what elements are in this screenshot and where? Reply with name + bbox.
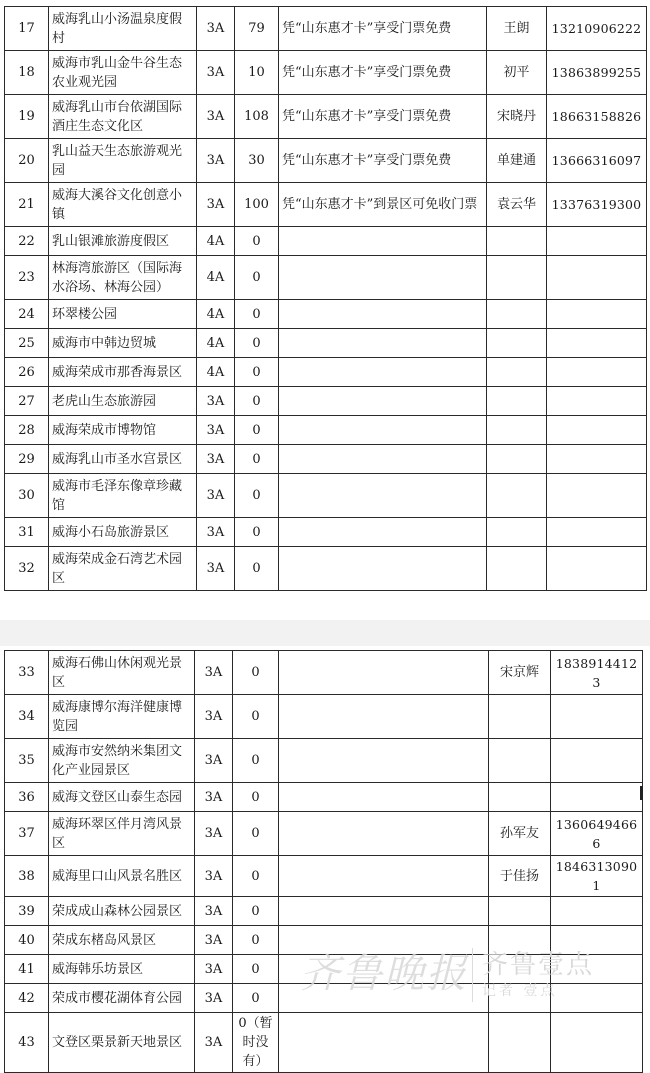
scenic-spot-table-bottom <box>4 650 643 1073</box>
contact-person-cell <box>487 256 547 300</box>
watermark-sub-text: 记者 壹点 <box>482 983 558 999</box>
benefit-note-cell <box>279 783 489 812</box>
table-row <box>5 387 647 416</box>
contact-person-cell: 宋京辉 <box>489 651 551 695</box>
phone-number-cell <box>551 783 643 812</box>
scenic-name-cell: 威海小石岛旅游景区 <box>49 518 197 547</box>
phone-number-cell <box>551 695 643 739</box>
rating-level-cell: 3A <box>197 139 235 183</box>
row-number-cell: 34 <box>5 695 49 739</box>
table-row <box>5 300 647 329</box>
page-break <box>0 620 650 646</box>
quantity-cell: 0 <box>235 445 279 474</box>
table-row <box>5 1013 643 1073</box>
phone-number-cell <box>551 984 643 1013</box>
quantity-cell: 0 <box>233 897 279 926</box>
rating-level-cell: 4A <box>197 227 235 256</box>
scenic-name-cell: 威海市安然纳米集团文化产业园景区 <box>49 739 195 783</box>
table-row <box>5 984 643 1013</box>
phone-number-cell <box>547 227 647 256</box>
contact-person-cell <box>487 227 547 256</box>
quantity-cell: 0 <box>233 695 279 739</box>
rating-level-cell: 3A <box>197 474 235 518</box>
contact-person-cell <box>487 300 547 329</box>
benefit-note-cell <box>279 897 489 926</box>
benefit-note-cell <box>279 856 489 897</box>
table-body <box>5 651 643 1073</box>
phone-number-cell: 13863899255 <box>547 51 647 95</box>
table-row <box>5 139 647 183</box>
rating-level-cell: 3A <box>197 183 235 227</box>
rating-level-cell: 4A <box>197 329 235 358</box>
benefit-note-cell <box>279 984 489 1013</box>
scenic-name-cell: 威海乳山小汤温泉度假村 <box>49 7 197 51</box>
benefit-note-cell <box>279 812 489 856</box>
scenic-name-cell: 文登区栗景新天地景区 <box>49 1013 195 1073</box>
scenic-name-cell: 威海石佛山休闲观光景区 <box>49 651 195 695</box>
rating-level-cell: 3A <box>195 783 233 812</box>
table-row <box>5 783 643 812</box>
quantity-cell: 0 <box>233 812 279 856</box>
row-number-cell: 43 <box>5 1013 49 1073</box>
row-number-cell: 41 <box>5 955 49 984</box>
quantity-cell: 0（暂时没有） <box>233 1013 279 1073</box>
contact-person-cell <box>487 329 547 358</box>
phone-number-cell <box>547 445 647 474</box>
contact-person-cell <box>489 783 551 812</box>
scan-edge-mark <box>640 786 643 800</box>
quantity-cell: 108 <box>235 95 279 139</box>
row-number-cell: 21 <box>5 183 49 227</box>
benefit-note-cell <box>279 474 487 518</box>
scenic-name-cell: 威海康博尔海洋健康博览园 <box>49 695 195 739</box>
rating-level-cell: 4A <box>197 358 235 387</box>
benefit-note-cell <box>279 329 487 358</box>
table-row <box>5 739 643 783</box>
contact-person-cell <box>487 358 547 387</box>
rating-level-cell: 3A <box>197 387 235 416</box>
contact-person-cell <box>489 926 551 955</box>
phone-number-cell <box>547 416 647 445</box>
phone-number-cell <box>547 518 647 547</box>
table-row <box>5 897 643 926</box>
benefit-note-cell <box>279 547 487 591</box>
rating-level-cell: 3A <box>197 51 235 95</box>
phone-number-cell <box>547 474 647 518</box>
contact-person-cell <box>487 416 547 445</box>
rating-level-cell: 3A <box>195 651 233 695</box>
phone-number-cell <box>551 926 643 955</box>
table-row <box>5 358 647 387</box>
scenic-name-cell: 威海韩乐坊景区 <box>49 955 195 984</box>
row-number-cell: 37 <box>5 812 49 856</box>
rating-level-cell: 3A <box>197 7 235 51</box>
rating-level-cell: 3A <box>195 926 233 955</box>
row-number-cell: 27 <box>5 387 49 416</box>
rating-level-cell: 3A <box>195 695 233 739</box>
contact-person-cell <box>489 1013 551 1073</box>
benefit-note-cell <box>279 416 487 445</box>
table-row <box>5 856 643 897</box>
table-row <box>5 445 647 474</box>
table-body <box>5 7 647 591</box>
phone-number-cell <box>547 387 647 416</box>
scenic-name-cell: 威海荣成金石湾艺术园区 <box>49 547 197 591</box>
scenic-name-cell: 威海荣成市那香海景区 <box>49 358 197 387</box>
phone-number-cell <box>551 1013 643 1073</box>
table-row <box>5 95 647 139</box>
quantity-cell: 0 <box>235 300 279 329</box>
quantity-cell: 0 <box>235 547 279 591</box>
scenic-name-cell: 威海市中韩边贸城 <box>49 329 197 358</box>
contact-person-cell <box>487 445 547 474</box>
phone-number-cell: 13210906222 <box>547 7 647 51</box>
scenic-name-cell: 威海文登区山泰生态园 <box>49 783 195 812</box>
rating-level-cell: 3A <box>195 897 233 926</box>
benefit-note-cell: 凭“山东惠才卡”到景区可免收门票 <box>279 183 487 227</box>
row-number-cell: 42 <box>5 984 49 1013</box>
scenic-name-cell: 威海荣成市博物馆 <box>49 416 197 445</box>
quantity-cell: 0 <box>233 783 279 812</box>
benefit-note-cell <box>279 387 487 416</box>
contact-person-cell <box>487 547 547 591</box>
quantity-cell: 0 <box>235 416 279 445</box>
row-number-cell: 26 <box>5 358 49 387</box>
scenic-name-cell: 乳山益天生态旅游观光园 <box>49 139 197 183</box>
row-number-cell: 29 <box>5 445 49 474</box>
contact-person-cell: 单建通 <box>487 139 547 183</box>
rating-level-cell: 3A <box>195 739 233 783</box>
rating-level-cell: 4A <box>197 300 235 329</box>
row-number-cell: 24 <box>5 300 49 329</box>
phone-number-cell <box>551 739 643 783</box>
table-row <box>5 518 647 547</box>
quantity-cell: 0 <box>235 518 279 547</box>
row-number-cell: 36 <box>5 783 49 812</box>
quantity-cell: 0 <box>235 329 279 358</box>
phone-number-cell <box>547 358 647 387</box>
contact-person-cell <box>487 518 547 547</box>
table-row <box>5 183 647 227</box>
scenic-name-cell: 荣成市樱花湖体育公园 <box>49 984 195 1013</box>
row-number-cell: 17 <box>5 7 49 51</box>
benefit-note-cell <box>279 227 487 256</box>
row-number-cell: 28 <box>5 416 49 445</box>
table-row <box>5 651 643 695</box>
phone-number-cell <box>547 256 647 300</box>
phone-number-cell <box>547 547 647 591</box>
scenic-name-cell: 威海乳山市台依湖国际酒庄生态文化区 <box>49 95 197 139</box>
contact-person-cell: 王朗 <box>487 7 547 51</box>
benefit-note-cell <box>279 1013 489 1073</box>
rating-level-cell: 3A <box>195 955 233 984</box>
row-number-cell: 30 <box>5 474 49 518</box>
row-number-cell: 40 <box>5 926 49 955</box>
table-row <box>5 695 643 739</box>
scenic-name-cell: 环翠楼公园 <box>49 300 197 329</box>
phone-number-cell <box>547 329 647 358</box>
scenic-name-cell: 威海乳山市圣水宫景区 <box>49 445 197 474</box>
table-row <box>5 227 647 256</box>
rating-level-cell: 3A <box>195 984 233 1013</box>
rating-level-cell: 3A <box>197 445 235 474</box>
benefit-note-cell <box>279 739 489 783</box>
row-number-cell: 38 <box>5 856 49 897</box>
quantity-cell: 0 <box>235 227 279 256</box>
row-number-cell: 22 <box>5 227 49 256</box>
quantity-cell: 0 <box>235 358 279 387</box>
scenic-name-cell: 老虎山生态旅游园 <box>49 387 197 416</box>
benefit-note-cell <box>279 445 487 474</box>
quantity-cell: 0 <box>233 955 279 984</box>
quantity-cell: 0 <box>235 387 279 416</box>
rating-level-cell: 3A <box>195 856 233 897</box>
scenic-name-cell: 荣成成山森林公园景区 <box>49 897 195 926</box>
scenic-name-cell: 荣成东楮岛风景区 <box>49 926 195 955</box>
phone-number-cell <box>551 955 643 984</box>
table-row <box>5 547 647 591</box>
rating-level-cell: 3A <box>197 518 235 547</box>
rating-level-cell: 3A <box>195 812 233 856</box>
quantity-cell: 79 <box>235 7 279 51</box>
watermark-main-text: 齐鲁晚报 <box>300 951 468 997</box>
phone-number-cell: 18663158826 <box>547 95 647 139</box>
contact-person-cell <box>489 984 551 1013</box>
benefit-note-cell <box>279 695 489 739</box>
quantity-cell: 0 <box>233 856 279 897</box>
contact-person-cell <box>489 695 551 739</box>
row-number-cell: 31 <box>5 518 49 547</box>
contact-person-cell <box>489 739 551 783</box>
benefit-note-cell <box>279 518 487 547</box>
quantity-cell: 10 <box>235 51 279 95</box>
phone-number-cell: 13666316097 <box>547 139 647 183</box>
rating-level-cell: 4A <box>197 256 235 300</box>
table-row <box>5 474 647 518</box>
table-row <box>5 416 647 445</box>
scenic-spot-table-top <box>4 6 647 591</box>
contact-person-cell: 孙军友 <box>489 812 551 856</box>
row-number-cell: 33 <box>5 651 49 695</box>
rating-level-cell: 3A <box>197 95 235 139</box>
table-row <box>5 955 643 984</box>
phone-number-cell <box>547 300 647 329</box>
benefit-note-cell: 凭“山东惠才卡”享受门票免费 <box>279 51 487 95</box>
benefit-note-cell <box>279 256 487 300</box>
contact-person-cell: 于佳扬 <box>489 856 551 897</box>
quantity-cell: 100 <box>235 183 279 227</box>
benefit-note-cell: 凭“山东惠才卡”享受门票免费 <box>279 95 487 139</box>
contact-person-cell: 袁云华 <box>487 183 547 227</box>
benefit-note-cell <box>279 300 487 329</box>
benefit-note-cell <box>279 955 489 984</box>
quantity-cell: 0 <box>235 474 279 518</box>
scenic-name-cell: 威海里口山风景名胜区 <box>49 856 195 897</box>
row-number-cell: 23 <box>5 256 49 300</box>
quantity-cell: 0 <box>233 926 279 955</box>
scenic-name-cell: 威海市乳山金牛谷生态农业观光园 <box>49 51 197 95</box>
watermark-brand-text: 齐鲁壹点 <box>482 950 595 980</box>
quantity-cell: 0 <box>233 984 279 1013</box>
phone-number-cell: 18389144123 <box>551 651 643 695</box>
rating-level-cell: 3A <box>197 547 235 591</box>
benefit-note-cell <box>279 651 489 695</box>
row-number-cell: 35 <box>5 739 49 783</box>
benefit-note-cell <box>279 358 487 387</box>
phone-number-cell <box>551 897 643 926</box>
scenic-name-cell: 威海市毛泽东像章珍藏馆 <box>49 474 197 518</box>
row-number-cell: 19 <box>5 95 49 139</box>
row-number-cell: 39 <box>5 897 49 926</box>
benefit-note-cell: 凭“山东惠才卡”享受门票免费 <box>279 7 487 51</box>
phone-number-cell: 13376319300 <box>547 183 647 227</box>
scenic-name-cell: 乳山银滩旅游度假区 <box>49 227 197 256</box>
table-row <box>5 812 643 856</box>
scenic-name-cell: 威海环翠区伴月湾风景区 <box>49 812 195 856</box>
scenic-name-cell: 威海大溪谷文化创意小镇 <box>49 183 197 227</box>
contact-person-cell <box>489 897 551 926</box>
quantity-cell: 0 <box>233 651 279 695</box>
benefit-note-cell <box>279 926 489 955</box>
table-row <box>5 926 643 955</box>
phone-number-cell: 13606494666 <box>551 812 643 856</box>
scenic-name-cell: 林海湾旅游区（国际海水浴场、林海公园） <box>49 256 197 300</box>
table-row <box>5 329 647 358</box>
rating-level-cell: 3A <box>197 416 235 445</box>
contact-person-cell <box>487 474 547 518</box>
contact-person-cell <box>487 387 547 416</box>
phone-number-cell: 18463130901 <box>551 856 643 897</box>
table-row <box>5 256 647 300</box>
table-row <box>5 7 647 51</box>
quantity-cell: 0 <box>233 739 279 783</box>
row-number-cell: 18 <box>5 51 49 95</box>
benefit-note-cell: 凭“山东惠才卡”享受门票免费 <box>279 139 487 183</box>
row-number-cell: 20 <box>5 139 49 183</box>
rating-level-cell: 3A <box>195 1013 233 1073</box>
contact-person-cell <box>489 955 551 984</box>
quantity-cell: 30 <box>235 139 279 183</box>
quantity-cell: 0 <box>235 256 279 300</box>
contact-person-cell: 初平 <box>487 51 547 95</box>
row-number-cell: 25 <box>5 329 49 358</box>
contact-person-cell: 宋晓丹 <box>487 95 547 139</box>
table-row <box>5 51 647 95</box>
row-number-cell: 32 <box>5 547 49 591</box>
